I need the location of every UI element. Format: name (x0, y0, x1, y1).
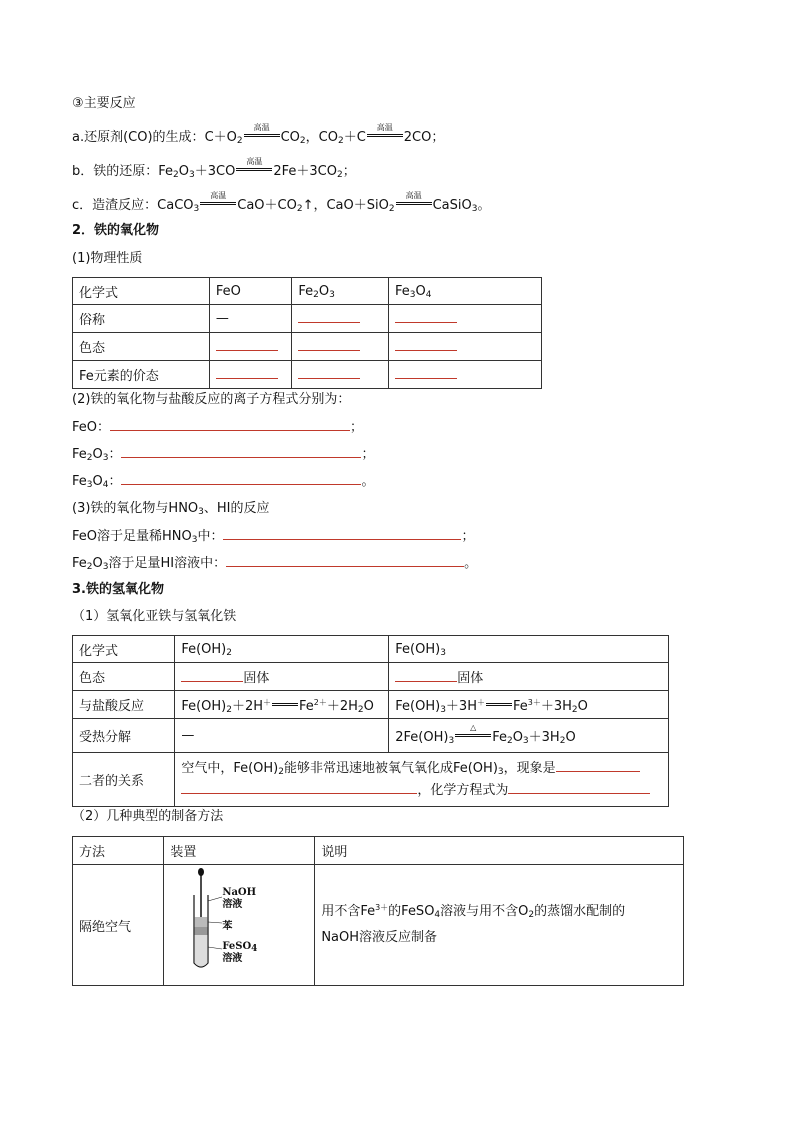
line-feo: FeO： ； (72, 420, 364, 435)
reaction-b: b．铁的还原：$Fe_2O_3+3CO$ 高温 $2Fe+3CO_2$； (72, 157, 356, 180)
reaction-b-label: b．铁的还原： (72, 164, 159, 179)
table-row (73, 691, 669, 719)
cell-equation: $Fe(OH)_2+2H^+$ $Fe^{2+}+2H_2O$ (175, 691, 389, 719)
label-solution: 溶液 (222, 899, 243, 910)
subheading-hno3-hi: (3)铁的氧化物与$HNO_3$、HI的反应 (72, 501, 270, 517)
answer-blank[interactable] (121, 472, 361, 485)
fill-blank[interactable] (395, 366, 457, 379)
table-row (73, 865, 684, 986)
cell-feoh2-state: 固体 (175, 663, 389, 691)
cell-text: — (175, 719, 389, 753)
fill-blank[interactable] (395, 338, 457, 351)
label-solution: 溶液 (222, 953, 243, 964)
fill-blank[interactable] (395, 669, 457, 682)
blank-cell (209, 333, 292, 361)
answer-blank[interactable] (181, 781, 417, 794)
section-heading-iron-hydroxides: 3.铁的氢氧化物 (72, 582, 164, 597)
subheading-preparation: （2）几种典型的制备方法 (72, 809, 224, 824)
description-line: NaOH溶液反应制备 (321, 930, 438, 945)
label-feo: FeO： (72, 420, 110, 435)
answer-blank[interactable] (226, 554, 464, 567)
header-description: 说明 (315, 837, 684, 865)
subheading-physical-properties: (1)物理性质 (72, 251, 143, 266)
header-formula: 化学式 (73, 636, 175, 663)
label-naoh: NaOH (222, 887, 257, 898)
cell-description (315, 865, 684, 986)
fill-blank[interactable] (216, 366, 278, 379)
high-temp-equals: 高温 (396, 194, 432, 210)
iron-oxides-table (72, 277, 542, 389)
high-temp-equals: 高温 (200, 194, 236, 210)
fill-blank[interactable] (298, 338, 360, 351)
answer-blank[interactable] (223, 527, 461, 540)
answer-blank[interactable] (556, 759, 640, 772)
cell-method: 隔绝空气 (73, 865, 164, 986)
high-temp-equals: 高温 (367, 126, 403, 142)
line-fe2o3-hi: $Fe_2O_3$溶于足量HI溶液中： 。 (72, 556, 478, 572)
blank-cell (389, 333, 542, 361)
blank-cell (389, 305, 542, 333)
row-label: 受热分解 (73, 719, 175, 753)
section-heading-main-reactions: ③主要反应 (72, 96, 136, 111)
preparation-table (72, 836, 684, 986)
row-label: Fe元素的价态 (73, 361, 210, 389)
heat-equals: △ (455, 726, 491, 742)
header-method: 方法 (73, 837, 164, 865)
fill-blank[interactable] (298, 310, 360, 323)
blank-cell (389, 361, 542, 389)
reaction-a-label: a.还原剂(CO)的生成： (72, 130, 205, 145)
label-feso4: FeSO$_4$ (222, 941, 258, 954)
answer-blank[interactable] (121, 445, 361, 458)
label-benzene: 苯 (222, 921, 233, 932)
header-feo: FeO (209, 278, 292, 305)
blank-cell (292, 305, 389, 333)
cell-feoh3-state: 固体 (389, 663, 669, 691)
table-row (73, 361, 542, 389)
table-header-row (73, 278, 542, 305)
fill-blank[interactable] (181, 669, 243, 682)
line-feo-hno3: FeO溶于足量稀$HNO_3$中： ； (72, 529, 475, 545)
table-row (73, 663, 669, 691)
answer-blank[interactable] (508, 781, 650, 794)
table-header-row (73, 837, 684, 865)
reaction-c: c．造渣反应：CaCO$_3$ 高温 $CaO+CO_2↑$，CaO＋SiO$_2$ 高温 CaSiO$_3$。 (72, 191, 491, 214)
description-line: 用不含$Fe^{3+}$的FeSO$_4$溶液与用不含$O_2$的蒸馏水配制的 (321, 903, 626, 920)
high-temp-equals: 高温 (244, 126, 280, 142)
header-fe3o4: $Fe_3O_4$ (389, 278, 542, 305)
fill-blank[interactable] (298, 366, 360, 379)
row-label: 二者的关系 (73, 753, 175, 807)
fill-blank[interactable] (216, 338, 278, 351)
header-feoh2: $Fe(OH)_2$ (175, 636, 389, 663)
fill-blank[interactable] (395, 310, 457, 323)
high-temp-equals: 高温 (236, 160, 272, 176)
reaction-a: a.还原剂(CO)的生成：$C+O_2$ 高温 $CO_2$，$CO_2+C$ 高温 2CO； (72, 123, 445, 146)
row-label: 俗称 (73, 305, 210, 333)
row-label: 色态 (73, 663, 175, 691)
table-row (73, 333, 542, 361)
line-fe3o4: $Fe_3O_4$： 。 (72, 474, 375, 490)
answer-blank[interactable] (110, 418, 350, 431)
cell-relationship: 空气中，$Fe(OH)_2$能够非常迅速地被氧气氧化成$Fe(OH)_3$，现象是 ，化学方程式为 (175, 753, 669, 807)
subheading-hcl-reaction: (2)铁的氧化物与盐酸反应的离子方程式分别为： (72, 392, 351, 407)
header-formula: 化学式 (73, 278, 210, 305)
table-row (73, 305, 542, 333)
cell-apparatus (164, 865, 315, 986)
line-fe2o3: $Fe_2O_3$： ； (72, 447, 375, 463)
cell-equation: $Fe(OH)_3+3H^+$ $Fe^{3+}+3H_2O$ (389, 691, 669, 719)
row-label: 色态 (73, 333, 210, 361)
iron-hydroxides-table (72, 635, 669, 807)
row-label: 与盐酸反应 (73, 691, 175, 719)
table-header-row (73, 636, 669, 663)
header-apparatus: 装置 (164, 837, 315, 865)
cell-text: — (209, 305, 292, 333)
header-feoh3: $Fe(OH)_3$ (389, 636, 669, 663)
subheading-hydroxides: （1）氢氧化亚铁与氢氧化铁 (72, 609, 237, 624)
blank-cell (292, 333, 389, 361)
header-fe2o3: $Fe_2O_3$ (292, 278, 389, 305)
blank-cell (292, 361, 389, 389)
table-row (73, 719, 669, 753)
section-heading-iron-oxides: 2．铁的氧化物 (72, 223, 160, 238)
reaction-c-label: c．造渣反应： (72, 198, 158, 213)
cell-equation: $2Fe(OH)_3$ △ $Fe_2O_3+3H_2O$ (389, 719, 669, 753)
blank-cell (209, 361, 292, 389)
table-row (73, 753, 669, 807)
